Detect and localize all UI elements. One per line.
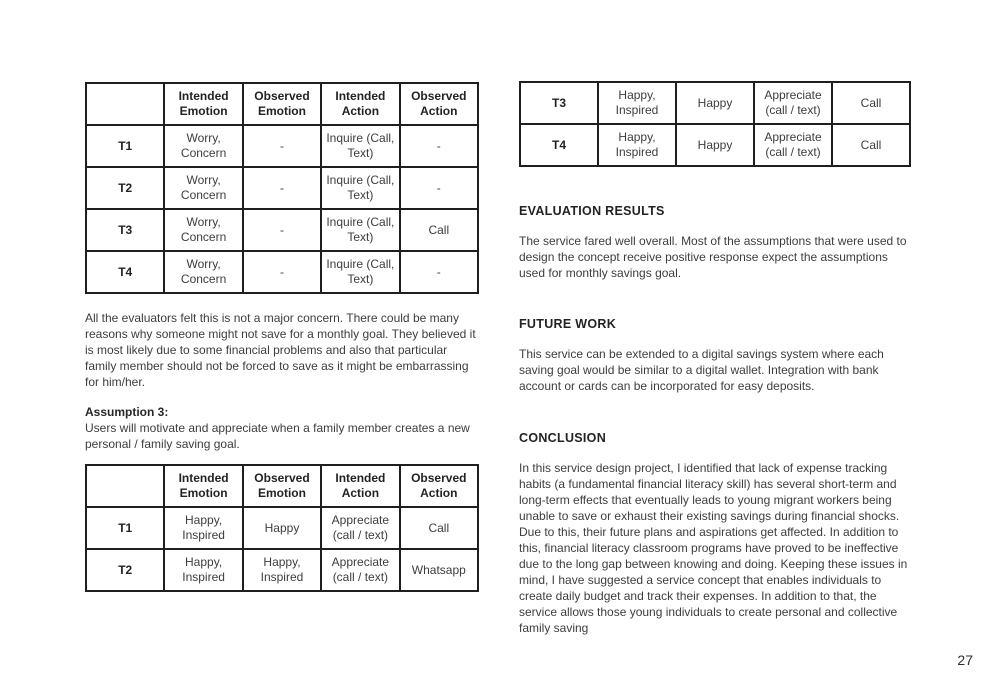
assumption3-table [85,464,479,592]
table-header-row [86,465,478,507]
table-cell: Worry, Concern [164,209,242,251]
assumption3-table-continued [519,81,911,167]
table-header-row [86,83,478,125]
table-cell: Inquire (Call, Text) [321,125,399,167]
table-cell: Inquire (Call, Text) [321,209,399,251]
table-cell: Call [832,124,910,166]
table-header-cell: Observed Emotion [243,83,321,125]
table-row [86,507,478,549]
assumption3-text: Users will motivate and appreciate when a family member creates a new personal / family saving goal. [85,421,470,451]
table-header-cell: Observed Action [400,465,478,507]
table-cell: Call [400,209,478,251]
table-row-label: T3 [86,209,164,251]
table-header-cell: Intended Action [321,83,399,125]
table-cell: Worry, Concern [164,251,242,293]
table-row [86,167,478,209]
table-row [520,82,910,124]
table-header-cell [86,465,164,507]
table-header-cell [86,83,164,125]
table-cell: Appreciate (call / text) [754,82,832,124]
table-cell: Happy, Inspired [243,549,321,591]
table-row-label: T2 [86,167,164,209]
left-column [85,82,479,592]
table-row [86,251,478,293]
page-number: 27 [957,652,973,668]
section-body-future-work: This service can be extended to a digital savings system where each saving goal would be similar to a digital wallet. Integration with bank account or cards can be incorporated for easy deposits. [519,347,884,393]
table-cell: Whatsapp [400,549,478,591]
table-row [86,549,478,591]
table-cell: Happy [676,82,754,124]
table-cell: Call [832,82,910,124]
table-cell: - [243,125,321,167]
section-body-evaluation-results: The service fared well overall. Most of the assumptions that were used to design the concept receive positive response expect the assumptions used for monthly savings goal. [519,234,907,280]
section-heading-evaluation-results: EVALUATION RESULTS [519,204,665,218]
section-heading-future-work: FUTURE WORK [519,317,617,331]
table-cell: - [243,167,321,209]
evaluator-comment-paragraph: All the evaluators felt this is not a major concern. There could be many reasons why someone might not save for a monthly goal. They believed it is most likely due to some financial problems and also that particular family member should not be forced to save as it might be embarrassing for him/her. [85,311,476,389]
table-row [86,209,478,251]
section-heading-conclusion: CONCLUSION [519,431,607,445]
table-cell: Appreciate (call / text) [754,124,832,166]
table-row-label: T4 [520,124,598,166]
table-cell: Call [400,507,478,549]
assumption3-heading: Assumption 3: [85,405,169,419]
table-row-label: T1 [86,125,164,167]
table-cell: Happy, Inspired [164,549,242,591]
table-cell: Inquire (Call, Text) [321,167,399,209]
table-header-cell: Intended Emotion [164,465,242,507]
table-row-label: T1 [86,507,164,549]
assumption2-table [85,82,479,294]
table-row-label: T3 [520,82,598,124]
table-cell: Worry, Concern [164,167,242,209]
table-header-cell: Intended Action [321,465,399,507]
table-cell: - [243,251,321,293]
right-column [519,81,911,636]
table-cell: - [243,209,321,251]
table-cell: Inquire (Call, Text) [321,251,399,293]
table-cell: Appreciate (call / text) [321,549,399,591]
table-cell: Happy [676,124,754,166]
table-cell: Happy [243,507,321,549]
table-cell: - [400,167,478,209]
table-row-label: T2 [86,549,164,591]
assumption3-table-wrap [85,464,479,592]
table-row [520,124,910,166]
table-cell: Worry, Concern [164,125,242,167]
table-cell: Appreciate (call / text) [321,507,399,549]
table-header-cell: Observed Emotion [243,465,321,507]
table-cell: - [400,125,478,167]
table-row [86,125,478,167]
section-body-conclusion: In this service design project, I identified that lack of expense tracking habits (a fundamental financial literacy skill) has several short-term and long-term effects that eventually leads to young migrant workers being unable to save or exhaust their existing savings during financial shocks. Due to this, their future plans and aspirations get affected. In addition to this, financial literacy classroom programs have proved to be ineffective due to the long gap between knowing and doing. Keeping these issues in mind, I have suggested a service concept that enables individuals to create daily budget and track their expenses. In addition to that, the service allows those young individuals to create personal and collective family saving [519,461,908,635]
table-header-cell: Intended Emotion [164,83,242,125]
table-cell: Happy, Inspired [164,507,242,549]
table-header-cell: Observed Action [400,83,478,125]
table-row-label: T4 [86,251,164,293]
table-cell: Happy, Inspired [598,82,676,124]
table-cell: - [400,251,478,293]
table-cell: Happy, Inspired [598,124,676,166]
